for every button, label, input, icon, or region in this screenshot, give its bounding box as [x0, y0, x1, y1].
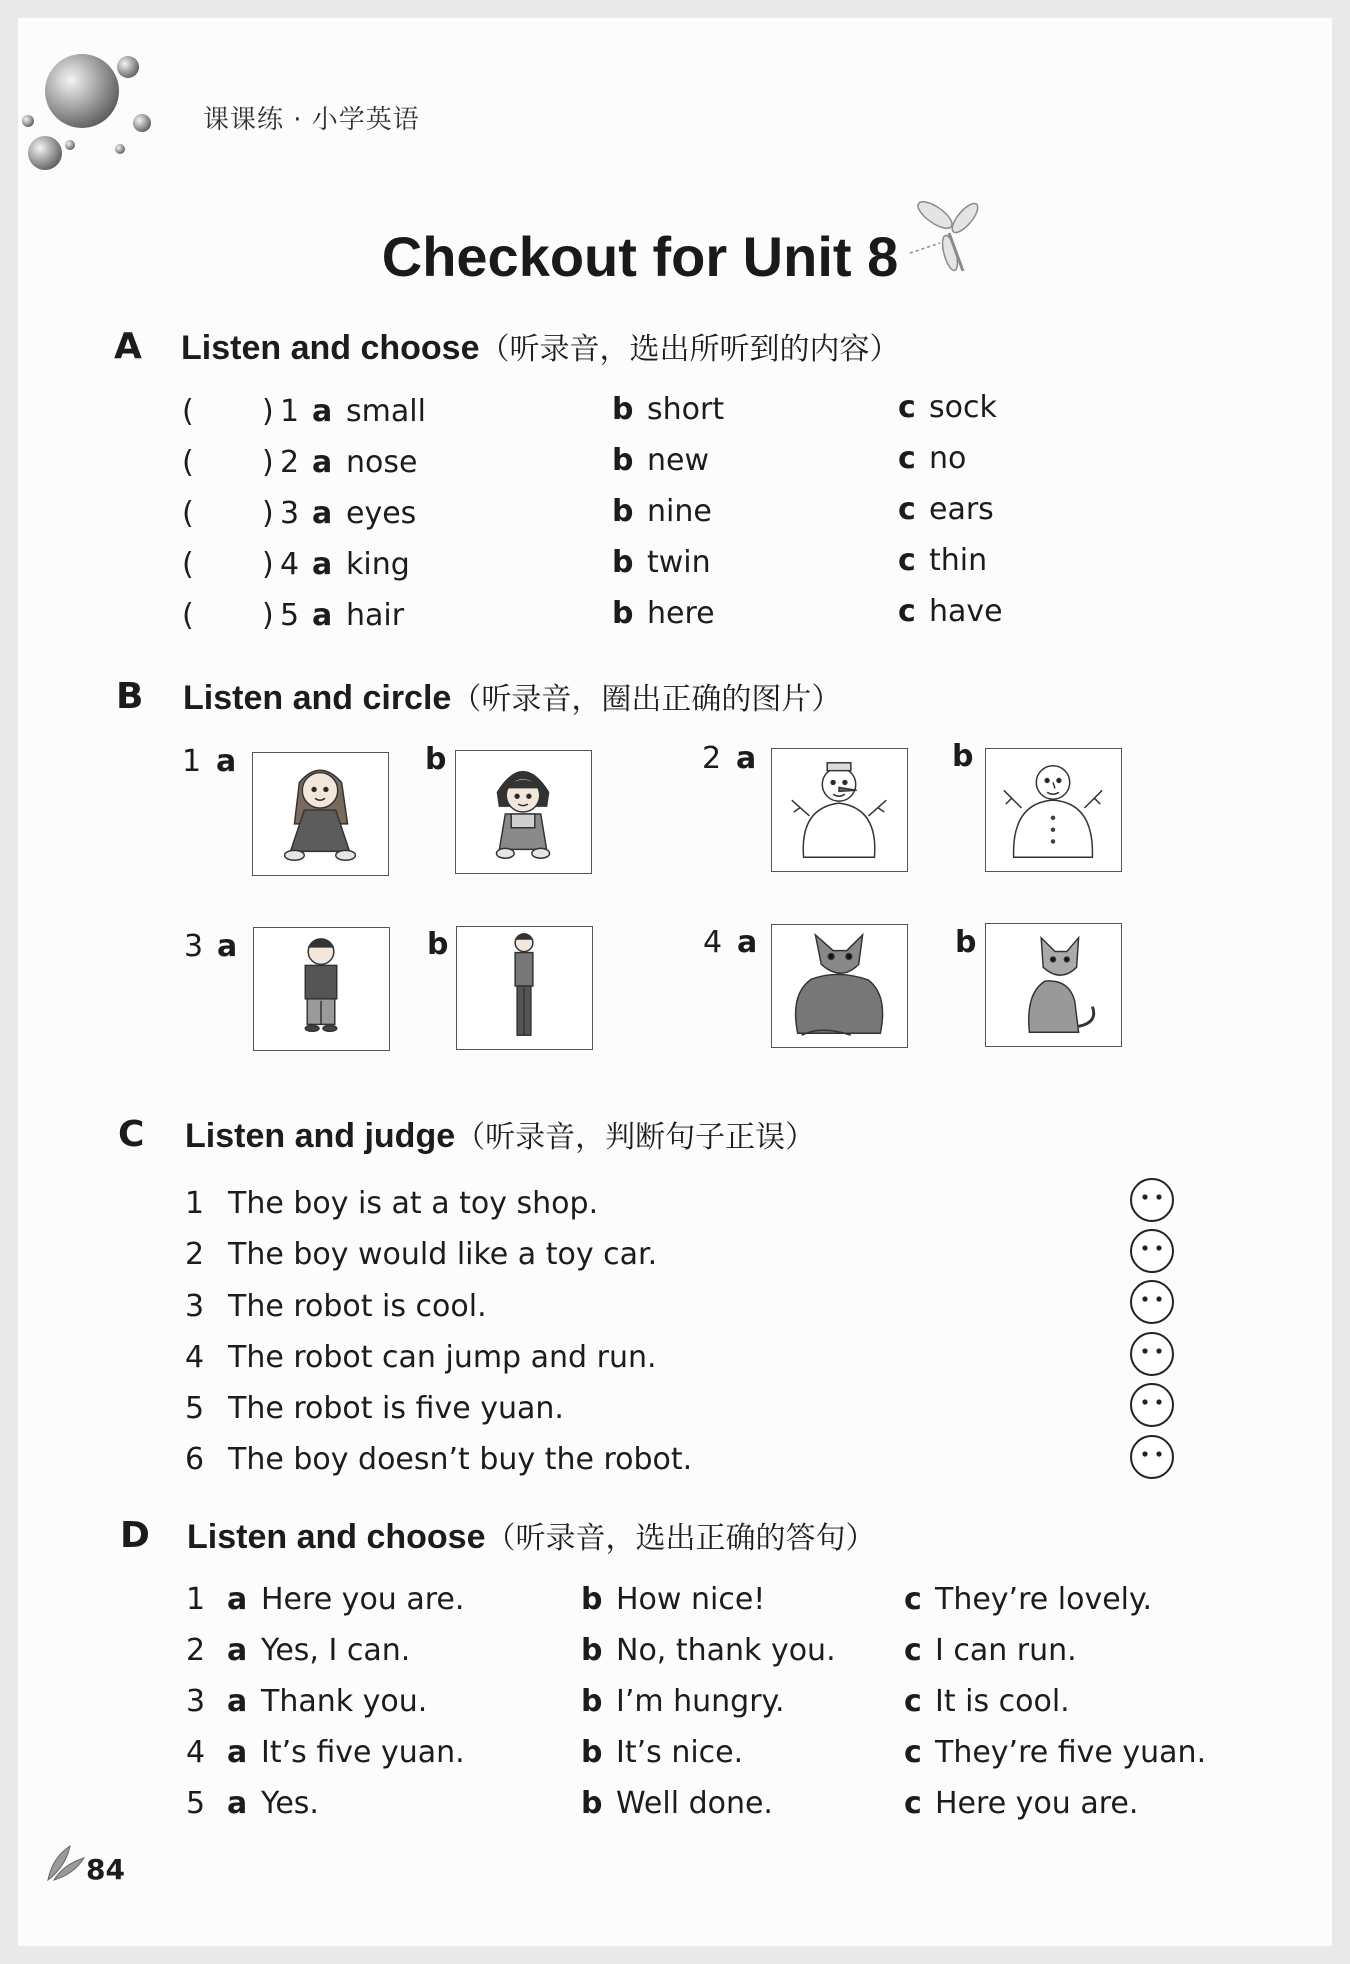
option-c: They’re lovely. — [935, 1582, 1153, 1617]
smiley-face-icon[interactable] — [1129, 1279, 1175, 1325]
option-b-label: b — [581, 1786, 603, 1821]
section-d-title: Listen and choose — [187, 1518, 486, 1556]
smiley-face-icon[interactable] — [1129, 1434, 1175, 1480]
option-a-label: a — [227, 1735, 248, 1770]
option-a: It’s five yuan. — [261, 1735, 465, 1770]
option-a-label: a — [227, 1684, 248, 1719]
answer-blank[interactable]: ( — [182, 547, 194, 582]
short-hair-doll-picture[interactable] — [455, 750, 592, 874]
option-c: Here you are. — [935, 1786, 1139, 1821]
page-title: Checkout for Unit 8 — [381, 225, 899, 288]
answer-blank-close: ) — [262, 598, 274, 633]
option-c-label: c — [898, 390, 916, 425]
judge-sentence: The boy would like a toy car. — [228, 1237, 658, 1272]
option-b-label: b — [581, 1582, 603, 1617]
option-a-label: a — [737, 925, 758, 960]
option-a: eyes — [346, 496, 417, 531]
option-c-label: c — [904, 1786, 922, 1821]
section-b-title: Listen and circle — [183, 679, 452, 717]
option-b-label: b — [955, 925, 977, 960]
option-b-label: b — [612, 596, 634, 631]
item-number: 5 — [186, 1786, 206, 1821]
item-number: 2 — [185, 1237, 205, 1272]
option-c-label: c — [904, 1582, 922, 1617]
option-a-label: a — [736, 741, 757, 776]
snowman-picture[interactable] — [985, 748, 1122, 872]
option-a-label: a — [217, 929, 238, 964]
option-c: sock — [929, 390, 997, 425]
answer-blank[interactable]: ( — [182, 598, 194, 633]
option-c: They’re five yuan. — [935, 1735, 1207, 1770]
option-a-label: a — [227, 1633, 248, 1668]
section-a-title: Listen and choose — [181, 329, 480, 367]
judge-sentence: The boy is at a toy shop. — [228, 1186, 599, 1221]
section-a-subtitle: （听录音，选出所听到的内容） — [479, 332, 900, 367]
option-b-label: b — [612, 392, 634, 427]
option-b: I’m hungry. — [616, 1684, 785, 1719]
option-b: new — [647, 443, 710, 478]
option-b: twin — [647, 545, 711, 580]
option-c: have — [929, 594, 1003, 629]
option-a-label: a — [312, 496, 333, 531]
item-number: 3 — [280, 496, 300, 531]
option-c-label: c — [898, 543, 916, 578]
judge-sentence: The robot is cool. — [228, 1289, 487, 1324]
section-d-subtitle: （听录音，选出正确的答句） — [485, 1521, 876, 1556]
answer-blank[interactable]: ( — [182, 394, 194, 429]
dragonfly-icon — [905, 193, 995, 283]
section-c-subtitle: （听录音，判断句子正误） — [455, 1120, 816, 1155]
answer-blank-close: ) — [262, 496, 274, 531]
section-a-heading — [181, 324, 900, 368]
item-number: 2 — [186, 1633, 206, 1668]
option-a: Yes, I can. — [261, 1633, 411, 1668]
answer-blank-close: ) — [262, 547, 274, 582]
option-b: short — [647, 392, 725, 427]
item-number: 4 — [185, 1340, 205, 1375]
option-a: hair — [346, 598, 405, 633]
item-number: 3 — [185, 1289, 205, 1324]
option-b-label: b — [612, 494, 634, 529]
option-a-label: a — [312, 445, 333, 480]
tall-boy-picture[interactable] — [456, 926, 593, 1050]
answer-blank[interactable]: ( — [182, 445, 194, 480]
item-number: 3 — [184, 929, 204, 964]
option-b-label: b — [425, 742, 447, 777]
option-c: It is cool. — [935, 1684, 1070, 1719]
judge-sentence: The robot can jump and run. — [228, 1340, 657, 1375]
option-b-label: b — [581, 1735, 603, 1770]
thin-cat-picture[interactable] — [985, 923, 1122, 1047]
option-b: No, thank you. — [616, 1633, 836, 1668]
item-number: 1 — [186, 1582, 206, 1617]
option-c-label: c — [898, 594, 916, 629]
option-b-label: b — [612, 443, 634, 478]
option-c-label: c — [904, 1735, 922, 1770]
smiley-face-icon[interactable] — [1129, 1382, 1175, 1428]
option-b-label: b — [952, 739, 974, 774]
item-number: 1 — [280, 394, 300, 429]
section-c-heading — [185, 1112, 815, 1156]
option-c: no — [929, 441, 967, 476]
option-c: I can run. — [935, 1633, 1077, 1668]
judge-sentence: The robot is five yuan. — [228, 1391, 564, 1426]
option-a: Yes. — [261, 1786, 319, 1821]
option-c: ears — [929, 492, 994, 527]
answer-blank[interactable]: ( — [182, 496, 194, 531]
item-number: 4 — [186, 1735, 206, 1770]
section-d-letter: D — [120, 1515, 150, 1556]
section-b-subtitle: （听录音，圈出正确的图片） — [451, 682, 842, 717]
series-title: 课课练 · 小学英语 — [203, 105, 420, 135]
option-c-label: c — [898, 441, 916, 476]
option-b: It’s nice. — [616, 1735, 744, 1770]
option-a-label: a — [227, 1582, 248, 1617]
short-boy-picture[interactable] — [253, 927, 390, 1051]
option-b-label: b — [581, 1684, 603, 1719]
answer-blank-close: ) — [262, 394, 274, 429]
section-a-letter: A — [114, 326, 142, 367]
option-a: Here you are. — [261, 1582, 465, 1617]
leaf-icon — [44, 1840, 88, 1884]
option-a: nose — [346, 445, 418, 480]
item-number: 5 — [280, 598, 300, 633]
item-number: 4 — [280, 547, 300, 582]
option-b: nine — [647, 494, 712, 529]
option-b: How nice! — [616, 1582, 766, 1617]
option-b-label: b — [581, 1633, 603, 1668]
option-c-label: c — [898, 492, 916, 527]
option-c: thin — [929, 543, 988, 578]
smiley-face-icon[interactable] — [1129, 1331, 1175, 1377]
snowman-carrot-nose-picture[interactable] — [771, 748, 908, 872]
option-b-label: b — [612, 545, 634, 580]
option-a-label: a — [227, 1786, 248, 1821]
smiley-face-icon[interactable] — [1129, 1228, 1175, 1274]
smiley-face-icon[interactable] — [1129, 1177, 1175, 1223]
option-a-label: a — [312, 394, 333, 429]
option-b-label: b — [427, 927, 449, 962]
option-a: small — [346, 394, 426, 429]
bubbles-decoration-icon — [20, 45, 170, 180]
option-a-label: a — [312, 547, 333, 582]
item-number: 1 — [182, 744, 202, 779]
page-number: 84 — [86, 1853, 125, 1886]
option-a-label: a — [312, 598, 333, 633]
section-d-heading — [187, 1513, 876, 1557]
item-number: 3 — [186, 1684, 206, 1719]
option-a: king — [346, 547, 410, 582]
judge-sentence: The boy doesn’t buy the robot. — [228, 1442, 693, 1477]
fat-cat-picture[interactable] — [771, 924, 908, 1048]
section-b-letter: B — [116, 676, 144, 717]
item-number: 2 — [280, 445, 300, 480]
option-c-label: c — [904, 1684, 922, 1719]
option-b: Well done. — [616, 1786, 773, 1821]
item-number: 4 — [703, 925, 723, 960]
option-b: here — [647, 596, 715, 631]
item-number: 5 — [185, 1391, 205, 1426]
item-number: 6 — [185, 1442, 205, 1477]
item-number: 1 — [185, 1186, 205, 1221]
section-c-title: Listen and judge — [185, 1117, 456, 1155]
option-a-label: a — [216, 744, 237, 779]
option-c-label: c — [904, 1633, 922, 1668]
section-b-heading — [183, 674, 841, 718]
item-number: 2 — [702, 741, 722, 776]
answer-blank-close: ) — [262, 445, 274, 480]
section-c-letter: C — [118, 1114, 145, 1155]
girl-doll-picture[interactable] — [252, 752, 389, 876]
option-a: Thank you. — [261, 1684, 428, 1719]
